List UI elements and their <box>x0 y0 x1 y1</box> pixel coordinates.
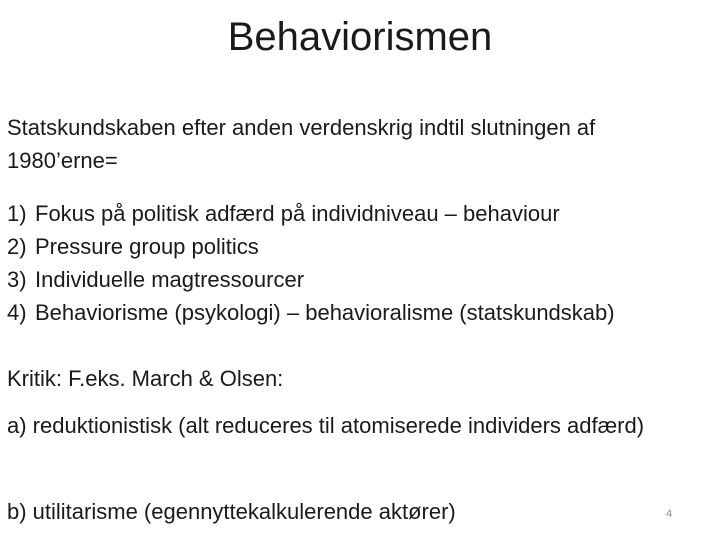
point-b-paragraph: b) utilitarisme (egennyttekalkulerende aktører) <box>7 499 456 524</box>
list-item-text: Individuelle magtressourcer <box>35 267 305 292</box>
list-item <box>7 263 707 296</box>
list-item-text: Pressure group politics <box>35 234 259 259</box>
list-item <box>7 197 707 230</box>
intro-text: Statskundskaben efter anden verdenskrig indtil slutningen af 1980’erne= <box>7 115 596 173</box>
list-item <box>7 296 707 329</box>
intro-paragraph <box>7 111 707 177</box>
page-number: 4 <box>666 508 673 520</box>
list-item-number: 2) <box>7 234 27 259</box>
kritik-paragraph: Kritik: F.eks. March & Olsen: <box>7 366 284 391</box>
list-item-number: 3) <box>7 267 27 292</box>
list-item <box>7 230 707 263</box>
slide-title: Behaviorismen <box>227 15 493 59</box>
list-item-number: 1) <box>7 201 27 226</box>
numbered-list <box>7 197 707 329</box>
point-a-paragraph: a) reduktionistisk (alt reduceres til atomiserede individers adfærd) <box>7 413 645 438</box>
list-item-text: Fokus på politisk adfærd på individniveau – behaviour <box>35 201 560 226</box>
list-item-number: 4) <box>7 300 27 325</box>
list-item-text: Behaviorisme (psykologi) – behavioralisme (statskundskab) <box>35 300 615 325</box>
